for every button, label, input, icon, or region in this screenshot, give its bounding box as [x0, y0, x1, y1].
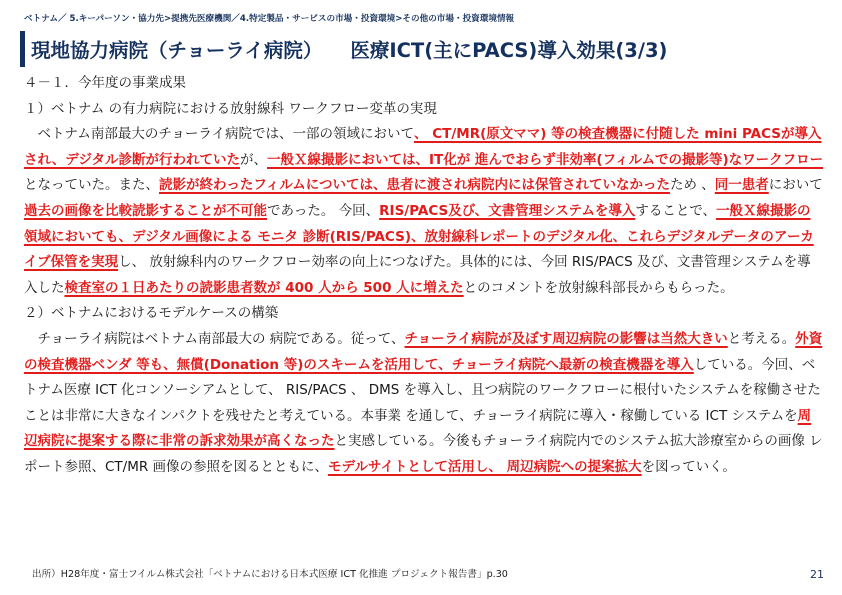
highlighted-phrase: 外資の検査機器ベンダ 等も、無償(Donation 等)のスキームを活用して、チョーライ病院へ最新の検査機器を導入 [24, 330, 823, 373]
highlighted-phrase: 、 CT/MR(原文ママ) 等の検査機器に付随した mini PACSが導入され、デジタル診断が行われていた [24, 126, 822, 168]
highlighted-phrase: 同一患者 [714, 177, 769, 194]
highlighted-phrase: 一般Ｘ線撮影の領域においても、デジタル画像による モニタ 診断(RIS/PACS)、放射線科レポートのデジタル化、これらデジタルデータのアーカイブ保管を実現 [24, 202, 814, 271]
text-segment: とのコメントを放射線科部長からもらった。 [463, 279, 734, 296]
page-title-left: 現地協力病院（チョーライ病院） [31, 39, 323, 62]
text-segment: であった。 今回、 [267, 202, 380, 219]
text-segment: において [768, 177, 823, 194]
highlighted-phrase: 一般Ｘ線撮影においては、IT化が 進んでおらず非効率(フィルムでの撮影等)なワークフロー [267, 151, 824, 168]
text-segment: と実感している。今後もチョーライ病院内でのシステム拡大診療室からの画像 レポート参照、CT/MR 画像の参照を図るとともに、 [24, 433, 823, 475]
highlighted-phrase: 読影が終わったフィルムについては、患者に渡され病院内には保管されていなかった [159, 177, 670, 194]
text-segment: し、 放射線科内のワークフロー効率の向上につなげた。具体的には、今回 RIS/PACS 及び、文書管理システムを導入した [24, 254, 811, 296]
page-number: 21 [810, 568, 824, 581]
sub-heading-2: ２）ベトナムにおけるモデルケースの構築 [24, 305, 279, 322]
highlighted-phrase: モデルサイトとして活用し、 周辺病院への提案拡大 [328, 458, 642, 475]
paragraph-2 [24, 327, 824, 481]
highlighted-phrase: 検査室の１日あたりの読影患者数が 400 人から 500 人に増えた [64, 279, 464, 296]
title-accent-bar [20, 31, 25, 67]
sub-heading-1: １）ベトナム の有力病院における放射線科 ワークフロー変革の実現 [24, 100, 437, 117]
source-note: 出所）H28年度・富士フイルム株式会社「ベトナムにおける日本式医療 ICT 化推進 プロジェクト報告書」p.30 [32, 569, 508, 580]
page-title-right: 医療ICT(主にPACS)導入効果(3/3) [350, 39, 668, 62]
highlighted-phrase: 過去の画像を比較読影することが不可能 [24, 202, 267, 219]
body-text [24, 71, 824, 481]
text-segment: ベトナム南部最大のチョーライ病院では、一部の領域において [24, 126, 415, 143]
text-segment: が、 [240, 151, 267, 168]
highlighted-phrase: チョーライ病院が及ぼす周辺病院の影響は当然大きい [404, 330, 728, 347]
breadcrumb: ベトナム／ 5.キーパーソン・協力先>提携先医療機関／4.特定製品・サービスの市場・投資環境>その他の市場・投資環境情報 [24, 14, 515, 24]
text-segment: することで、 [635, 202, 717, 219]
text-segment: と考える。 [727, 330, 796, 347]
paragraph-1 [24, 122, 824, 301]
text-segment: となっていた。また、 [24, 177, 159, 194]
highlighted-phrase: 周辺病院に提案する際に非常の訴求効果が高くなった [24, 407, 812, 450]
highlighted-phrase: RIS/PACS及び、文書管理システムを導入 [379, 202, 636, 219]
text-segment: チョーライ病院はベトナム南部最大の 病院である。従って、 [24, 330, 405, 347]
text-segment: を図っていく。 [641, 458, 736, 475]
text-segment: している。今回、ベトナム医療 ICT 化コンソーシアムとして、 RIS/PACS 、 DMS を導入し、且つ病院のワークフローに根付いたシステムを稼働させたことは非常に大きなインパクトを残せたと考えている。本事業 を通して、チョーライ病院に導入・稼働している ICT システムを [24, 356, 821, 424]
text-segment: ため 、 [669, 177, 715, 194]
page-title [31, 35, 821, 63]
section-heading: ４－１．今年度の事業成果 [24, 75, 186, 91]
